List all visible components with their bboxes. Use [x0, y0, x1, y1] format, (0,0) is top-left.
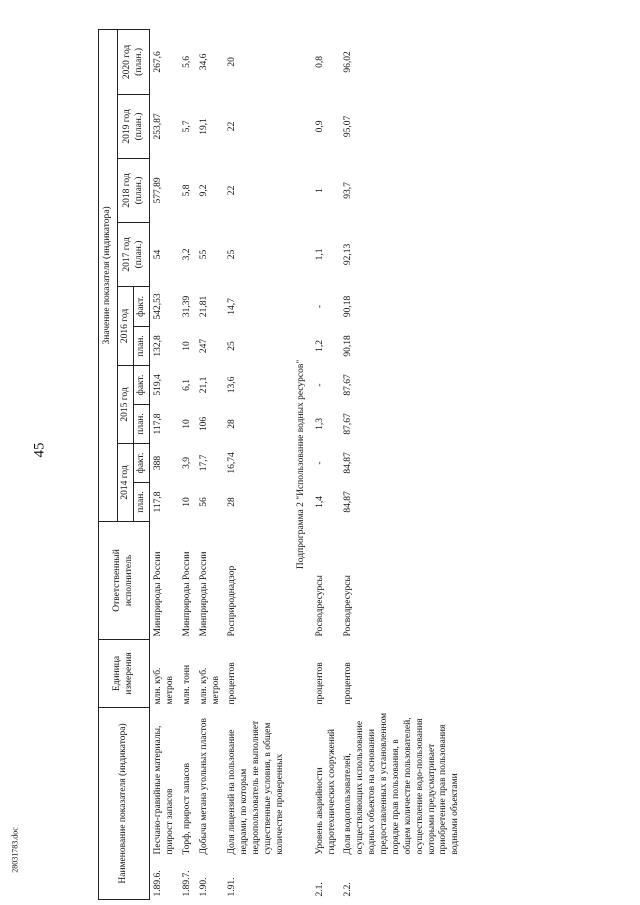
header-2016-plan: план.	[134, 326, 150, 365]
value-cell: 0,8	[314, 55, 325, 68]
value-cell: 34,6	[198, 53, 209, 71]
value-cell: 22	[227, 185, 238, 196]
subprogram-row	[290, 29, 313, 899]
row-unit: процентов	[343, 662, 354, 705]
row-number: 1.89.7.	[181, 870, 192, 897]
row-executor: Росводресурсы	[343, 575, 354, 637]
table-row	[150, 29, 180, 899]
value-cell: 84,87	[343, 491, 354, 513]
table-container	[98, 30, 465, 900]
value-cell: 87,67	[343, 413, 354, 435]
value-cell: 90,18	[343, 295, 354, 318]
row-executor: Росводресурсы	[314, 575, 325, 637]
header-year-2020: 2020 год (план.)	[118, 29, 150, 94]
header-2014-plan: план.	[134, 482, 150, 521]
row-name: Песчано-гравийные материалы, прирост запасов	[153, 725, 175, 855]
header-year-2017: 2017 год (план.)	[118, 222, 150, 286]
value-cell: 388	[153, 455, 163, 471]
table-row	[341, 29, 465, 899]
row-executor: Росприроднадзор	[227, 565, 238, 637]
footer-filename: 2803178З.doc	[10, 827, 20, 873]
value-cell: 28	[227, 419, 238, 429]
indicators-table	[98, 29, 465, 900]
value-cell: 253,87	[153, 113, 163, 140]
row-number: 1.91.	[227, 877, 238, 897]
value-cell: -	[314, 304, 325, 309]
value-cell: 1,2	[314, 340, 325, 352]
value-cell: 16,74	[227, 452, 238, 474]
header-year-2014: 2014 год	[118, 443, 134, 521]
header-executor: Ответственный исполнитель	[99, 521, 150, 639]
value-cell: 1,1	[314, 248, 325, 261]
value-cell: 21,81	[198, 295, 209, 318]
value-cell: 10	[181, 341, 192, 351]
value-cell: 10	[181, 497, 192, 507]
value-cell: 9,2	[198, 184, 209, 197]
row-number: 1.89.6.	[153, 870, 163, 897]
value-cell: 96,02	[343, 51, 354, 73]
table-row	[313, 29, 342, 899]
value-cell: -	[314, 383, 325, 387]
value-cell: 13,6	[227, 376, 238, 394]
value-cell: 5,6	[181, 55, 192, 68]
row-number: 1.90.	[198, 877, 209, 897]
value-cell: 25	[227, 249, 238, 260]
page-number: 45	[31, 442, 48, 458]
header-values-group: Значение показателя (индикатора)	[99, 29, 118, 521]
table-row	[197, 29, 226, 899]
subprogram-title: Подпрограмма 2 "Использование водных ресурсов"	[295, 359, 306, 570]
row-name: Торф, прирост запасов	[181, 763, 192, 855]
value-cell: 117,8	[153, 413, 163, 435]
header-year-2018: 2018 год (план.)	[118, 158, 150, 222]
value-cell: 19,1	[198, 118, 209, 135]
row-unit: процентов	[314, 662, 325, 705]
row-name: Добыча метана угольных пластов	[198, 718, 209, 855]
value-cell: 1	[314, 188, 325, 193]
value-cell: 25	[227, 341, 238, 351]
row-unit: млн. тонн	[181, 664, 192, 705]
header-year-2015: 2015 год	[118, 365, 134, 443]
header-year-2016: 2016 год	[118, 286, 134, 365]
value-cell: 54	[153, 249, 163, 260]
value-cell: 28	[227, 497, 238, 507]
value-cell: 542,53	[153, 293, 163, 320]
header-2016-fact: факт.	[134, 286, 150, 326]
value-cell: 21,1	[198, 376, 209, 394]
row-number: 2.2.	[343, 882, 354, 897]
value-cell: 519,4	[153, 374, 163, 396]
row-executor: Минприроды России	[153, 551, 163, 637]
value-cell: 1,3	[314, 418, 325, 430]
value-cell: 10	[181, 419, 192, 429]
value-cell: 0,9	[314, 120, 325, 133]
value-cell: 31,39	[181, 295, 192, 318]
row-name: Уровень аварийности гидротехнических сооружений	[314, 729, 337, 855]
row-number: 2.1.	[314, 882, 325, 897]
value-cell: 20	[227, 57, 238, 67]
value-cell: 3,2	[181, 248, 192, 261]
value-cell: 17,7	[198, 454, 209, 472]
row-unit: млн. куб. метров	[153, 667, 175, 705]
value-cell: 6,1	[181, 379, 192, 391]
value-cell: -	[314, 461, 325, 465]
value-cell: 3,9	[181, 457, 192, 469]
header-name: Наименование показателя (индикатора)	[99, 707, 150, 899]
value-cell: 84,87	[343, 452, 354, 474]
value-cell: 22	[227, 121, 238, 132]
value-cell: 5,8	[181, 184, 192, 197]
value-cell: 93,7	[343, 182, 354, 199]
value-cell: 14,7	[227, 298, 238, 315]
table-header	[99, 29, 150, 899]
header-2014-fact: факт.	[134, 443, 150, 482]
value-cell: 1,4	[314, 496, 325, 508]
table-row	[180, 29, 197, 899]
table-body	[150, 29, 466, 899]
header-year-2019: 2019 год (план.)	[118, 94, 150, 158]
value-cell: 5,7	[181, 120, 192, 133]
value-cell: 95,07	[343, 115, 354, 138]
row-name: Доля водопользователей, осуществляющих использование водных объектов на основании предоставленных в установленном порядке прав пользования, в общем количестве пользователей, осуществление водо-пользования которыми предусматривает приобретение прав пользования водными объектами	[343, 712, 461, 855]
row-name: Доля лицензий на пользование недрами, по которым недропользователь не выполняет существенные условия, в общем количестве проверенных	[227, 720, 285, 855]
value-cell: 247	[198, 338, 209, 354]
row-executor: Минприроды России	[198, 551, 209, 637]
header-unit: Единица измерения	[99, 639, 150, 707]
header-2015-plan: план.	[134, 404, 150, 443]
value-cell: 92,13	[343, 243, 354, 266]
table-row	[225, 29, 289, 899]
value-cell: 90,18	[343, 335, 354, 357]
header-2015-fact: факт.	[134, 365, 150, 404]
value-cell: 132,8	[153, 335, 163, 357]
value-cell: 577,89	[153, 177, 163, 204]
value-cell: 55	[198, 249, 209, 260]
value-cell: 106	[198, 416, 209, 432]
value-cell: 87,67	[343, 374, 354, 396]
row-executor: Минприроды России	[181, 551, 192, 637]
row-unit: млн. куб. метров	[198, 667, 221, 705]
value-cell: 56	[198, 497, 209, 507]
row-unit: процентов	[227, 662, 238, 705]
value-cell: 117,8	[153, 491, 163, 513]
value-cell: 267,6	[153, 51, 163, 73]
